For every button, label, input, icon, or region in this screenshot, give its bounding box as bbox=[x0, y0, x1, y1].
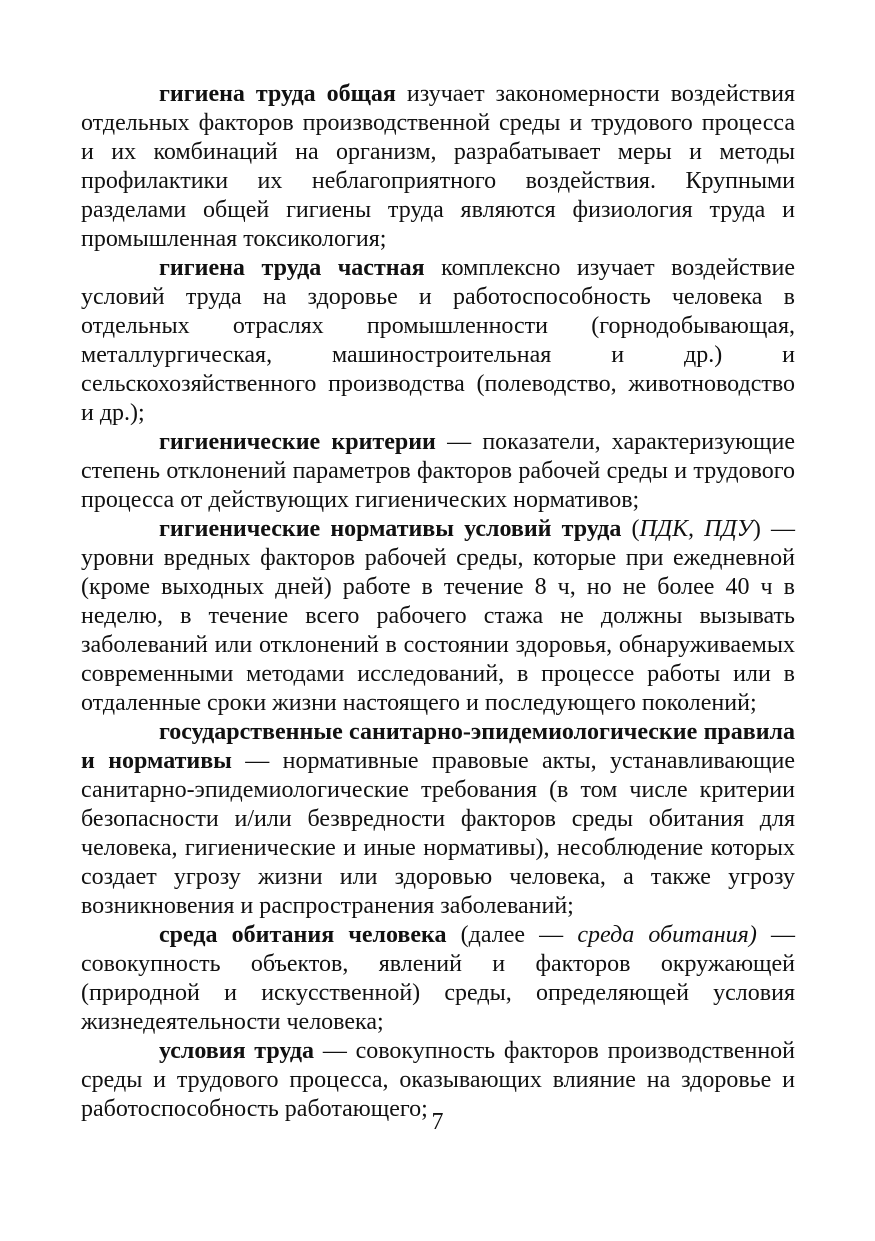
definition-paragraph bbox=[81, 254, 795, 428]
definition-paragraph bbox=[81, 921, 795, 1037]
term-working-conditions: условия труда bbox=[159, 1038, 315, 1064]
term-human-environment: среда обитания человека bbox=[159, 922, 447, 948]
definition-paren: ( bbox=[621, 516, 640, 542]
term-hygienic-standards: гигиенические нормативы условий труда bbox=[159, 516, 622, 542]
term-state-sanitary-rules: государственные санитарно-эпидемиологические правила и нормативы bbox=[81, 719, 795, 774]
definition-text: ) — уровни вредных факторов рабочей среды, которые при ежедневной (кроме выходных дней) работе в течение 8 ч, но не более 40 ч в неделю, в течение всего рабочего стажа не должны вызывать заболеваний или отклонений в состоянии здоровья, обнаруживаемых современными методами исследований, в процессе работы или в отдаленные сроки жизни настоящего и последующего поколений; bbox=[81, 516, 795, 716]
definition-text: — совокупность объектов, явлений и факторов окружающей (природной и искусственной) среды, определяющей условия жизнедеятельности человека; bbox=[81, 922, 795, 1035]
definition-text: — нормативные правовые акты, устанавливающие санитарно-эпидемиологические требования (в том числе критерии безопасности и/или безвредности факторов среды обитания для человека, гигиенические и иные нормативы), несоблюдение которых создает угрозу жизни или здоровью человека, а также угрозу возникновения и распространения заболеваний; bbox=[81, 748, 795, 919]
page-number: 7 bbox=[431, 1109, 444, 1135]
definition-paragraph bbox=[81, 428, 795, 515]
definition-paragraph bbox=[81, 718, 795, 921]
term-hygienic-criteria: гигиенические критерии bbox=[159, 429, 436, 455]
definition-text: — показатели, характеризующие степень отклонений параметров факторов рабочей среды и трудового процесса от действующих гигиенических нормативов; bbox=[81, 429, 795, 513]
definition-text: — совокупность факторов производственной среды и трудового процесса, оказывающих влияние на здоровье и работоспособность работающего; bbox=[81, 1038, 796, 1122]
definition-paragraph bbox=[81, 80, 795, 254]
definition-paren: (далее — bbox=[446, 922, 578, 948]
definitions-text bbox=[81, 80, 795, 1124]
term-occupational-hygiene-specific: гигиена труда частная bbox=[159, 255, 425, 281]
definition-text: комплексно изучает воздействие условий труда на здоровье и работоспособность человека в отдельных отраслях промышленности (горнодобывающая, металлургическая, машиностроительная и др.) и сельскохозяйственного производства (полеводство, животноводство и др.); bbox=[81, 255, 796, 426]
definition-short-name: среда обитания) bbox=[577, 922, 757, 948]
definition-abbreviation: ПДК, ПДУ bbox=[639, 516, 753, 542]
definition-text: изучает закономерности воздействия отдельных факторов производственной среды и трудового процесса и их комбинаций на организм, разрабатывает меры и методы профилактики их неблагоприятного воздействия. Крупными разделами общей гигиены труда являются физиология труда и промышленная токсикология; bbox=[81, 81, 796, 252]
term-occupational-hygiene-general: гигиена труда общая bbox=[159, 81, 396, 107]
definition-paragraph bbox=[81, 515, 795, 718]
